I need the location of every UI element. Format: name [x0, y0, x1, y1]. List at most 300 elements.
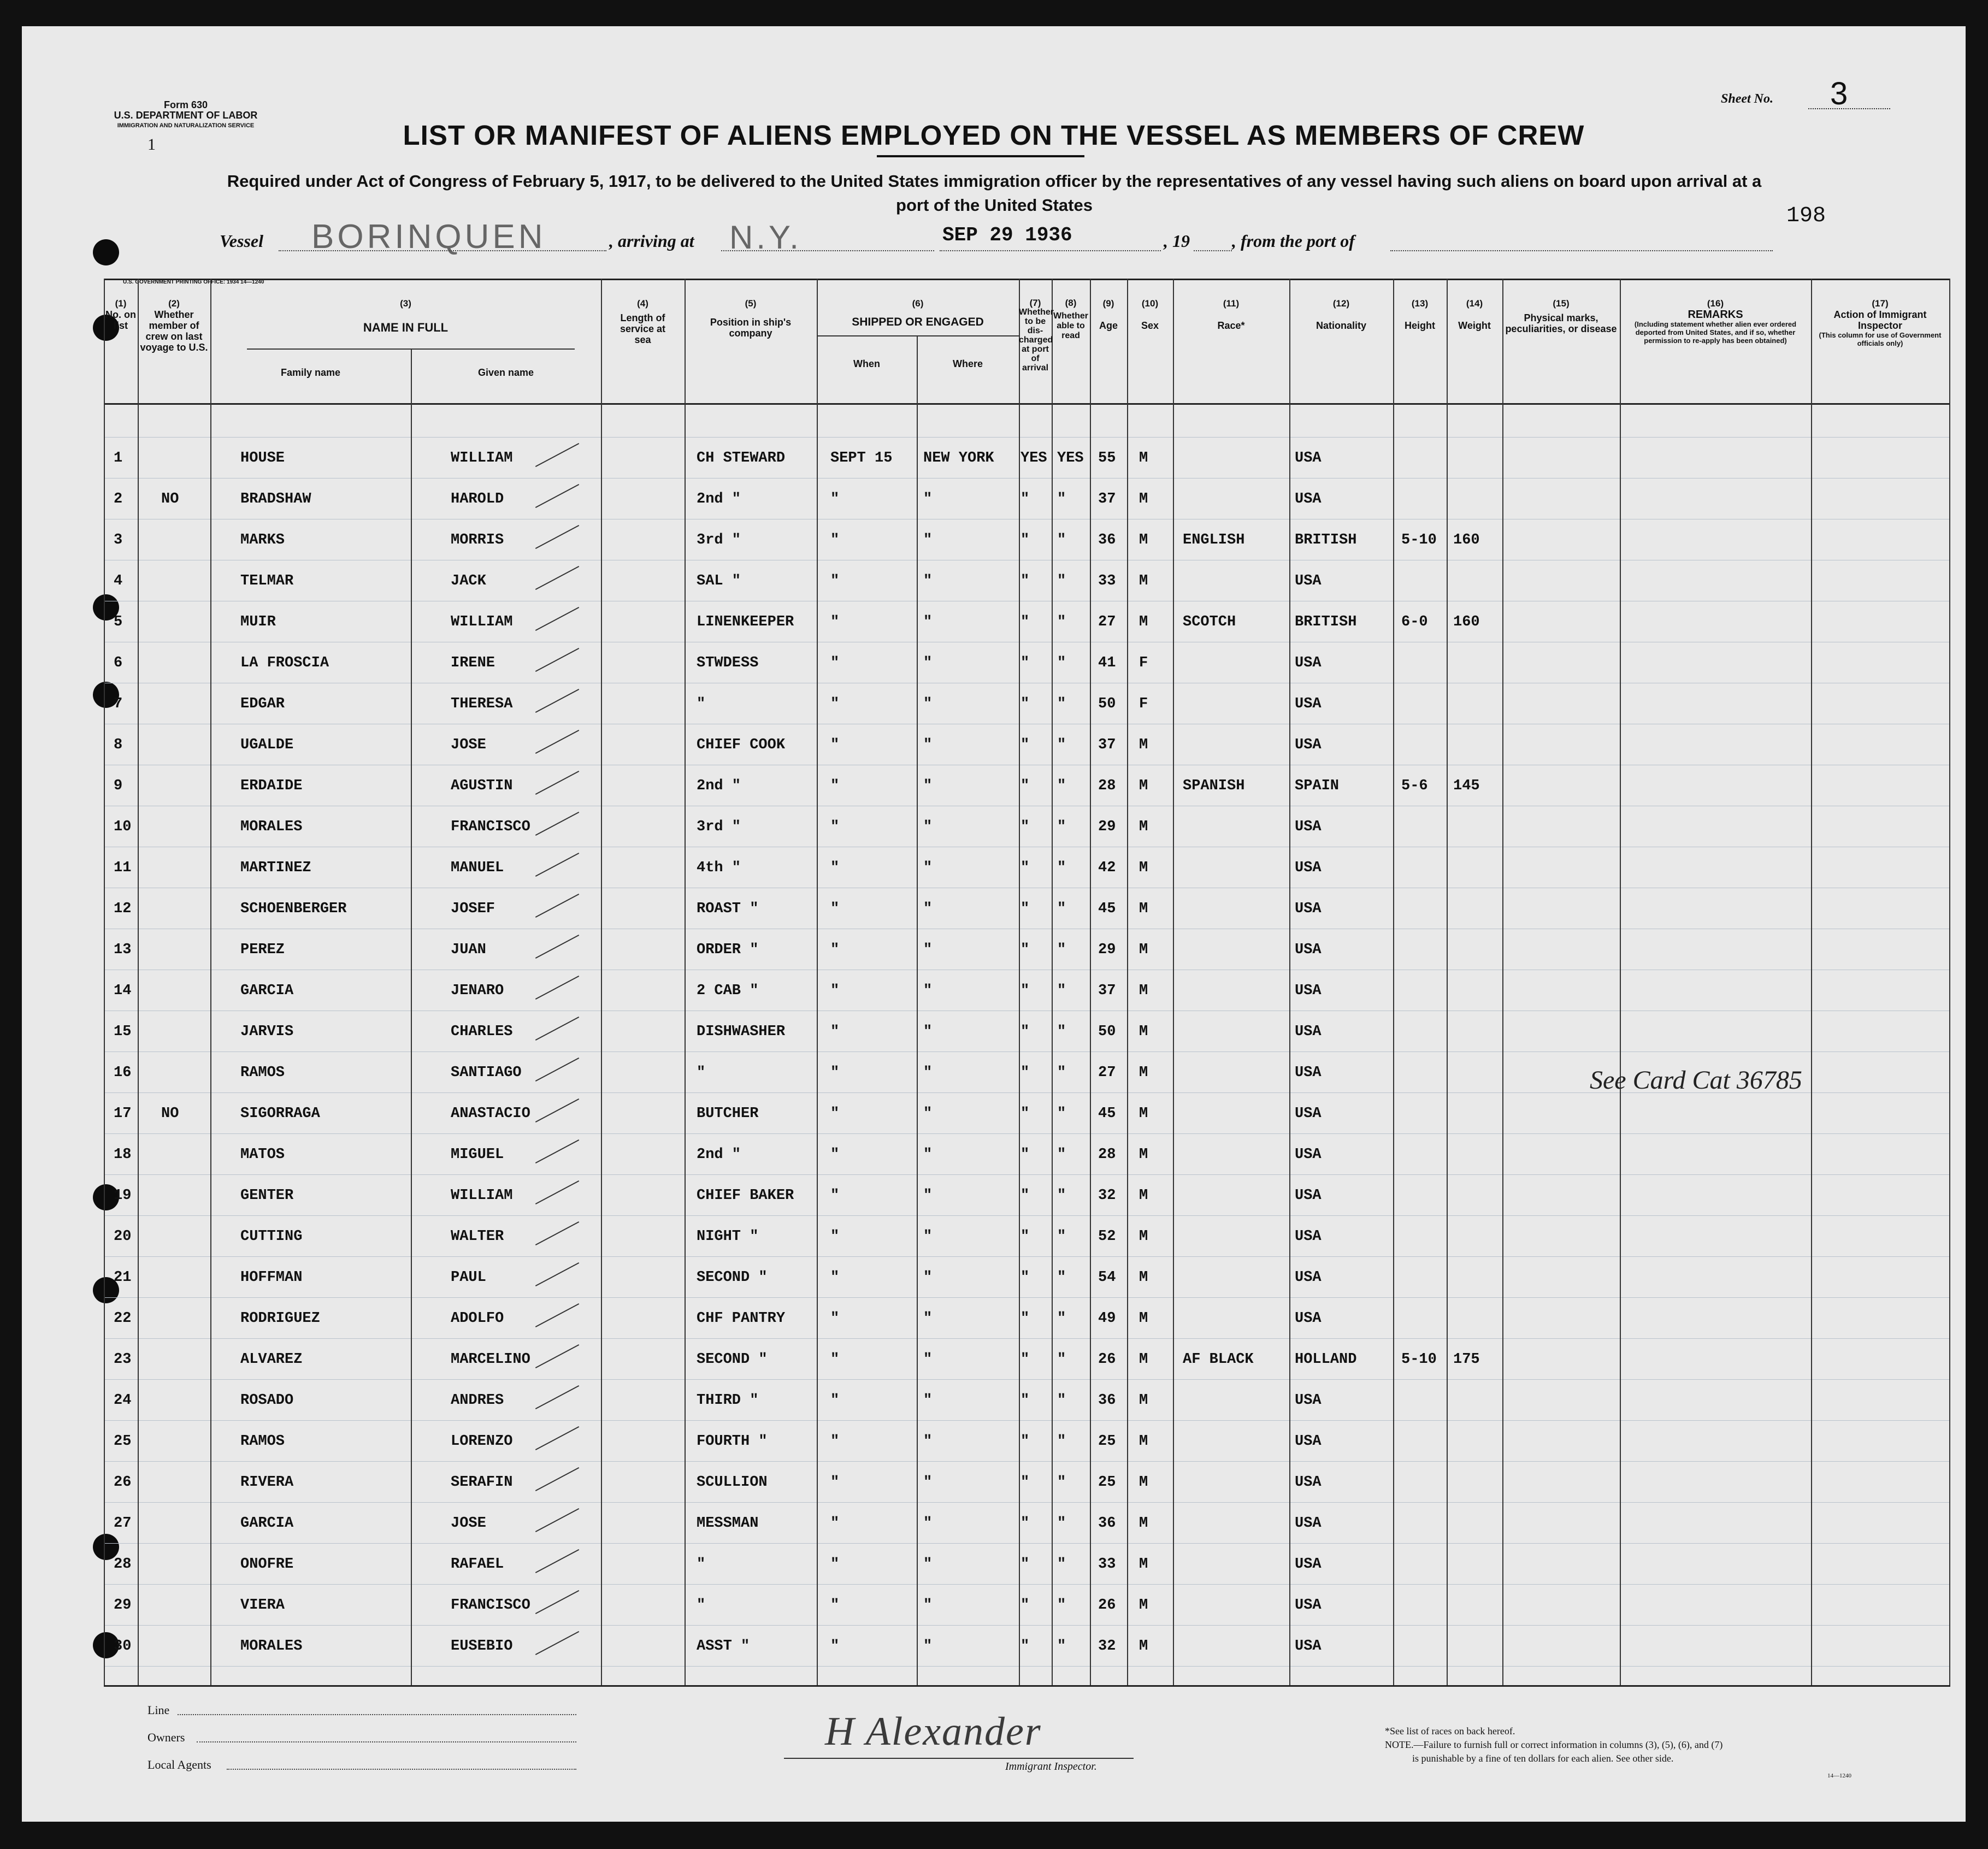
cell-shipped-where: " [923, 1269, 933, 1286]
cell-discharged: " [1020, 573, 1030, 589]
cell-age: 32 [1098, 1638, 1116, 1655]
vessel-dotline [279, 250, 606, 251]
cell-shipped-when: " [830, 614, 840, 630]
cell-discharged: " [1020, 1556, 1030, 1573]
cell-sex: M [1139, 942, 1148, 958]
cell-shipped-when: " [830, 1024, 840, 1040]
cell-given-name: SANTIAGO [451, 1065, 522, 1081]
cell-shipped-where: " [923, 1065, 933, 1081]
cell-nationality: USA [1295, 1310, 1322, 1327]
cell-nationality: USA [1295, 1474, 1322, 1491]
cell-age: 36 [1098, 1392, 1116, 1409]
cell-given-name: ADOLFO [451, 1310, 504, 1327]
cell-nationality: USA [1295, 1228, 1322, 1245]
cell-age: 26 [1098, 1351, 1116, 1368]
cell-age: 45 [1098, 1106, 1116, 1122]
footnote-warning-1: NOTE.—Failure to furnish full or correct information in columns (3), (5), (6), and (7) [1385, 1739, 1723, 1750]
cell-shipped-when: " [830, 1392, 840, 1409]
document-subtitle [120, 169, 1868, 217]
cell-last-voyage: NO [161, 1106, 179, 1122]
check-mark [535, 443, 579, 467]
check-mark [535, 1467, 579, 1491]
cell-position: NIGHT " [697, 1228, 759, 1245]
cell-sex: M [1139, 1310, 1148, 1327]
footer-line-dotline [178, 1714, 576, 1715]
cell-able-to-read: " [1057, 532, 1066, 548]
cell-discharged: " [1020, 1474, 1030, 1491]
cell-given-name: WILLIAM [451, 450, 513, 466]
cell-family-name: RODRIGUEZ [240, 1310, 320, 1327]
cell-position: " [697, 696, 706, 712]
from-port-dotline [1390, 250, 1773, 251]
cell-position: " [697, 1556, 706, 1573]
cell-family-name: GENTER [240, 1188, 294, 1204]
check-mark [535, 525, 579, 549]
cell-shipped-where: " [923, 1433, 933, 1450]
table-row [104, 1392, 1950, 1414]
stamp-number: 198 [1786, 204, 1826, 228]
cell-position: BUTCHER [697, 1106, 759, 1122]
cell-given-name: MIGUEL [451, 1147, 504, 1163]
cell-sex: M [1139, 573, 1148, 589]
cell-shipped-when: " [830, 1147, 840, 1163]
cell-shipped-when: " [830, 1474, 840, 1491]
cell-nationality: USA [1295, 983, 1322, 999]
cell-given-name: CHARLES [451, 1024, 513, 1040]
cell-discharged: YES [1020, 450, 1047, 466]
cell-shipped-where: " [923, 696, 933, 712]
cell-position: MESSMAN [697, 1515, 759, 1532]
cell-age: 37 [1098, 737, 1116, 753]
cell-sex: M [1139, 1433, 1148, 1450]
cell-shipped-where: " [923, 1597, 933, 1614]
cell-discharged: " [1020, 696, 1030, 712]
cell-given-name: WALTER [451, 1228, 504, 1245]
check-mark [535, 1139, 579, 1163]
cell-sex: M [1139, 860, 1148, 876]
cell-discharged: " [1020, 737, 1030, 753]
cell-discharged: " [1020, 1024, 1030, 1040]
header-col11: (11) Race* [1217, 298, 1245, 331]
cell-row-number: 13 [114, 942, 132, 958]
cell-able-to-read: " [1057, 1147, 1066, 1163]
cell-shipped-when: " [830, 942, 840, 958]
table-row [104, 696, 1950, 718]
cell-nationality: USA [1295, 860, 1322, 876]
cell-given-name: WILLIAM [451, 1188, 513, 1204]
cell-shipped-where: " [923, 1474, 933, 1491]
cell-shipped-where: " [923, 1638, 933, 1655]
cell-family-name: ONOFRE [240, 1556, 294, 1573]
cell-age: 25 [1098, 1433, 1116, 1450]
cell-family-name: CUTTING [240, 1228, 303, 1245]
cell-sex: M [1139, 901, 1148, 917]
header-col6: (6) SHIPPED OR ENGAGED [852, 298, 984, 328]
crew-table [104, 279, 1950, 1691]
cell-row-number: 5 [114, 614, 123, 630]
cell-given-name: WILLIAM [451, 614, 513, 630]
cell-age: 37 [1098, 491, 1116, 507]
check-mark [535, 1098, 579, 1123]
cell-nationality: USA [1295, 450, 1322, 466]
cell-row-number: 19 [114, 1188, 132, 1204]
cell-row-number: 10 [114, 819, 132, 835]
cell-row-number: 25 [114, 1433, 132, 1450]
check-mark [535, 1017, 579, 1041]
cell-able-to-read: " [1057, 1188, 1066, 1204]
cell-able-to-read: " [1057, 573, 1066, 589]
cell-given-name: HAROLD [451, 491, 504, 507]
cell-nationality: USA [1295, 1597, 1322, 1614]
cell-sex: M [1139, 1351, 1148, 1368]
cell-sex: M [1139, 1515, 1148, 1532]
cell-given-name: JACK [451, 573, 486, 589]
cell-row-number: 14 [114, 983, 132, 999]
cell-sex: F [1139, 696, 1148, 712]
cell-race: ENGLISH [1183, 532, 1245, 548]
cell-able-to-read: " [1057, 819, 1066, 835]
table-row [104, 532, 1950, 554]
cell-position: 2nd " [697, 491, 741, 507]
cell-discharged: " [1020, 860, 1030, 876]
cell-row-number: 2 [114, 491, 123, 507]
cell-shipped-when: " [830, 532, 840, 548]
cell-shipped-when: SEPT 15 [830, 450, 893, 466]
cell-row-number: 11 [114, 860, 132, 876]
cell-shipped-when: " [830, 696, 840, 712]
cell-family-name: ERDAIDE [240, 778, 303, 794]
header-col16: (16) REMARKS (Including statement whether alien ever ordered deported from United States, and if so, whether permission to re-apply has been obtained) [1634, 298, 1797, 345]
table-row [104, 1188, 1950, 1209]
service-name: IMMIGRATION AND NATURALIZATION SERVICE [117, 122, 255, 129]
table-row [104, 1024, 1950, 1045]
sheet-number-label: Sheet No. [1721, 92, 1773, 106]
cell-weight: 160 [1453, 614, 1480, 630]
cell-family-name: TELMAR [240, 573, 294, 589]
cell-sex: M [1139, 1269, 1148, 1286]
header-col17: (17) Action of Immigrant Inspector (This column for use of Government officials only) [1819, 298, 1942, 347]
cell-row-number: 30 [114, 1638, 132, 1655]
cell-height: 5-10 [1401, 1351, 1437, 1368]
cell-nationality: USA [1295, 737, 1322, 753]
cell-age: 36 [1098, 1515, 1116, 1532]
cell-shipped-when: " [830, 737, 840, 753]
table-row [104, 491, 1950, 513]
header-bottom-border [104, 403, 1950, 405]
cell-row-number: 27 [114, 1515, 132, 1532]
cell-able-to-read: " [1057, 1474, 1066, 1491]
header-col5: (5) Position in ship's company [710, 298, 792, 339]
inspector-signature: H Alexander [825, 1709, 1042, 1754]
cell-row-number: 15 [114, 1024, 132, 1040]
cell-able-to-read: " [1057, 1024, 1066, 1040]
cell-nationality: USA [1295, 491, 1322, 507]
cell-able-to-read: " [1057, 860, 1066, 876]
check-mark [535, 1180, 579, 1204]
cell-position: SECOND " [697, 1269, 768, 1286]
cell-family-name: MATOS [240, 1147, 285, 1163]
cell-position: ORDER " [697, 942, 759, 958]
arriving-port: N.Y. [729, 219, 802, 256]
check-mark [535, 976, 579, 1000]
cell-discharged: " [1020, 532, 1030, 548]
cell-position: CHIEF BAKER [697, 1188, 794, 1204]
table-row [104, 614, 1950, 636]
cell-shipped-where: " [923, 942, 933, 958]
check-mark [535, 1549, 579, 1573]
vessel-name: BORINQUEN [311, 218, 546, 256]
cell-nationality: USA [1295, 1515, 1322, 1532]
cell-weight: 175 [1453, 1351, 1480, 1368]
cell-weight: 160 [1453, 532, 1480, 548]
cell-sex: M [1139, 1474, 1148, 1491]
table-row [104, 983, 1950, 1005]
cell-nationality: USA [1295, 942, 1322, 958]
cell-row-number: 18 [114, 1147, 132, 1163]
cell-family-name: MARKS [240, 532, 285, 548]
cell-position: CHF PANTRY [697, 1310, 786, 1327]
manifest-sheet [22, 26, 1966, 1822]
table-row [104, 1351, 1950, 1373]
title-underline [877, 155, 1084, 157]
cell-sex: M [1139, 1228, 1148, 1245]
cell-shipped-where: " [923, 983, 933, 999]
cell-given-name: THERESA [451, 696, 513, 712]
cell-sex: M [1139, 1597, 1148, 1614]
cell-shipped-where: " [923, 1392, 933, 1409]
cell-nationality: USA [1295, 1147, 1322, 1163]
cell-position: 3rd " [697, 532, 741, 548]
cell-shipped-where: " [923, 1147, 933, 1163]
cell-nationality: USA [1295, 1392, 1322, 1409]
cell-shipped-when: " [830, 1638, 840, 1655]
cell-discharged: " [1020, 1638, 1030, 1655]
form-number: Form 630 [163, 99, 208, 110]
cell-nationality: USA [1295, 901, 1322, 917]
table-row [104, 1433, 1950, 1455]
table-row [104, 1147, 1950, 1168]
cell-shipped-where: " [923, 1310, 933, 1327]
cell-discharged: " [1020, 901, 1030, 917]
cell-row-number: 26 [114, 1474, 132, 1491]
cell-shipped-where: " [923, 1351, 933, 1368]
sheet-number-value: 3 [1830, 76, 1848, 111]
cell-discharged: " [1020, 655, 1030, 671]
cell-sex: M [1139, 1106, 1148, 1122]
cell-discharged: " [1020, 614, 1030, 630]
cell-family-name: SCHOENBERGER [240, 901, 347, 917]
sheet-number-line [1808, 108, 1890, 109]
cell-given-name: IRENE [451, 655, 495, 671]
cell-shipped-where: " [923, 532, 933, 548]
date-stamp: SEP 29 1936 [942, 224, 1072, 246]
cell-shipped-when: " [830, 983, 840, 999]
cell-given-name: PAUL [451, 1269, 486, 1286]
header-col4: (4) Length of service at sea [620, 298, 666, 345]
cell-sex: M [1139, 614, 1148, 630]
check-mark [535, 607, 579, 631]
cell-able-to-read: " [1057, 1638, 1066, 1655]
cell-discharged: " [1020, 778, 1030, 794]
cell-given-name: FRANCISCO [451, 1597, 530, 1614]
cell-able-to-read: " [1057, 1310, 1066, 1327]
cell-position: ASST " [697, 1638, 750, 1655]
cell-shipped-where: " [923, 1188, 933, 1204]
cell-shipped-when: " [830, 778, 840, 794]
year-label: , 19 [1164, 231, 1190, 251]
cell-shipped-when: " [830, 1310, 840, 1327]
cell-position: 3rd " [697, 819, 741, 835]
cell-shipped-when: " [830, 1597, 840, 1614]
check-mark [535, 812, 579, 836]
cell-position: LINENKEEPER [697, 614, 794, 630]
cell-family-name: PEREZ [240, 942, 285, 958]
cell-able-to-read: " [1057, 1392, 1066, 1409]
cell-family-name: EDGAR [240, 696, 285, 712]
cell-shipped-when: " [830, 573, 840, 589]
cell-position: " [697, 1597, 706, 1614]
cell-given-name: SERAFIN [451, 1474, 513, 1491]
cell-position: 2 CAB " [697, 983, 759, 999]
cell-given-name: EUSEBIO [451, 1638, 513, 1655]
cell-discharged: " [1020, 942, 1030, 958]
cell-family-name: ROSADO [240, 1392, 294, 1409]
cell-discharged: " [1020, 1228, 1030, 1245]
cell-family-name: GARCIA [240, 983, 294, 999]
cell-given-name: JOSE [451, 1515, 486, 1532]
cell-discharged: " [1020, 1188, 1030, 1204]
cell-position: 2nd " [697, 778, 741, 794]
check-mark [535, 1262, 579, 1286]
cell-shipped-where: " [923, 901, 933, 917]
cell-able-to-read: " [1057, 901, 1066, 917]
check-mark [535, 1221, 579, 1245]
cell-row-number: 7 [114, 696, 123, 712]
cell-sex: M [1139, 1638, 1148, 1655]
cell-shipped-when: " [830, 860, 840, 876]
cell-able-to-read: " [1057, 1556, 1066, 1573]
cell-family-name: HOUSE [240, 450, 285, 466]
cell-age: 25 [1098, 1474, 1116, 1491]
cell-row-number: 22 [114, 1310, 132, 1327]
header-when: When [853, 358, 880, 369]
table-row [104, 1228, 1950, 1250]
cell-given-name: JENARO [451, 983, 504, 999]
cell-given-name: MORRIS [451, 532, 504, 548]
cell-position: SCULLION [697, 1474, 768, 1491]
cell-discharged: " [1020, 1392, 1030, 1409]
cell-able-to-read: " [1057, 983, 1066, 999]
header-where: Where [952, 358, 983, 369]
cell-discharged: " [1020, 1597, 1030, 1614]
cell-discharged: " [1020, 1147, 1030, 1163]
cell-nationality: USA [1295, 1269, 1322, 1286]
date-dotline [940, 250, 1161, 251]
cell-nationality: USA [1295, 1024, 1322, 1040]
cell-shipped-when: " [830, 1269, 840, 1286]
cell-age: 45 [1098, 901, 1116, 917]
cell-shipped-where: " [923, 778, 933, 794]
cell-able-to-read: " [1057, 491, 1066, 507]
cell-row-number: 24 [114, 1392, 132, 1409]
header-col1: (1) No. on list [105, 298, 136, 331]
cell-family-name: MORALES [240, 819, 303, 835]
cell-shipped-where: " [923, 1024, 933, 1040]
cell-position: " [697, 1065, 706, 1081]
cell-sex: M [1139, 450, 1148, 466]
cell-sex: M [1139, 983, 1148, 999]
cell-position: SAL " [697, 573, 741, 589]
cell-shipped-when: " [830, 819, 840, 835]
table-row [104, 737, 1950, 759]
subtitle-line-2: port of the United States [896, 196, 1093, 215]
table-row [104, 1515, 1950, 1537]
table-row [104, 1310, 1950, 1332]
cell-age: 49 [1098, 1310, 1116, 1327]
check-mark [535, 689, 579, 713]
footnote-races: *See list of races on back hereof. [1385, 1726, 1515, 1736]
header-family-name: Family name [280, 367, 341, 378]
cell-shipped-when: " [830, 1556, 840, 1573]
cell-able-to-read: " [1057, 614, 1066, 630]
subtitle-line-1: Required under Act of Congress of February 5, 1917, to be delivered to the United States immigration officer by the representatives of any vessel having such aliens on board upon arrival at a [227, 172, 1762, 191]
cell-able-to-read: " [1057, 1065, 1066, 1081]
check-mark [535, 484, 579, 508]
cell-age: 29 [1098, 942, 1116, 958]
table-row [104, 860, 1950, 882]
cell-row-number: 6 [114, 655, 123, 671]
year-dotline [1194, 250, 1232, 251]
cell-shipped-where: " [923, 1106, 933, 1122]
cell-age: 28 [1098, 1147, 1116, 1163]
cell-given-name: JUAN [451, 942, 486, 958]
cell-family-name: GARCIA [240, 1515, 294, 1532]
cell-able-to-read: " [1057, 1106, 1066, 1122]
cell-position: FOURTH " [697, 1433, 768, 1450]
cell-shipped-where: NEW YORK [923, 450, 994, 466]
cell-able-to-read: " [1057, 696, 1066, 712]
cell-discharged: " [1020, 819, 1030, 835]
table-row [104, 819, 1950, 841]
cell-family-name: RAMOS [240, 1065, 285, 1081]
cell-last-voyage: NO [161, 491, 179, 507]
footer-owners-label: Owners [148, 1730, 185, 1744]
cell-able-to-read: YES [1057, 450, 1084, 466]
cell-nationality: SPAIN [1295, 778, 1340, 794]
check-mark [535, 648, 579, 672]
cell-sex: M [1139, 819, 1148, 835]
table-row [104, 1474, 1950, 1496]
cell-age: 27 [1098, 1065, 1116, 1081]
cell-shipped-where: " [923, 491, 933, 507]
table-row [104, 1556, 1950, 1578]
cell-row-number: 17 [114, 1106, 132, 1122]
cell-shipped-when: " [830, 655, 840, 671]
cell-weight: 145 [1453, 778, 1480, 794]
cell-row-number: 28 [114, 1556, 132, 1573]
cell-row-number: 9 [114, 778, 123, 794]
cell-row-number: 1 [114, 450, 123, 466]
cell-given-name: RAFAEL [451, 1556, 504, 1573]
cell-sex: M [1139, 1147, 1148, 1163]
header-given-name: Given name [477, 367, 534, 378]
cell-position: THIRD " [697, 1392, 759, 1409]
check-mark [535, 935, 579, 959]
cell-row-number: 29 [114, 1597, 132, 1614]
cell-discharged: " [1020, 1433, 1030, 1450]
table-row [104, 1638, 1950, 1660]
cell-shipped-where: " [923, 860, 933, 876]
